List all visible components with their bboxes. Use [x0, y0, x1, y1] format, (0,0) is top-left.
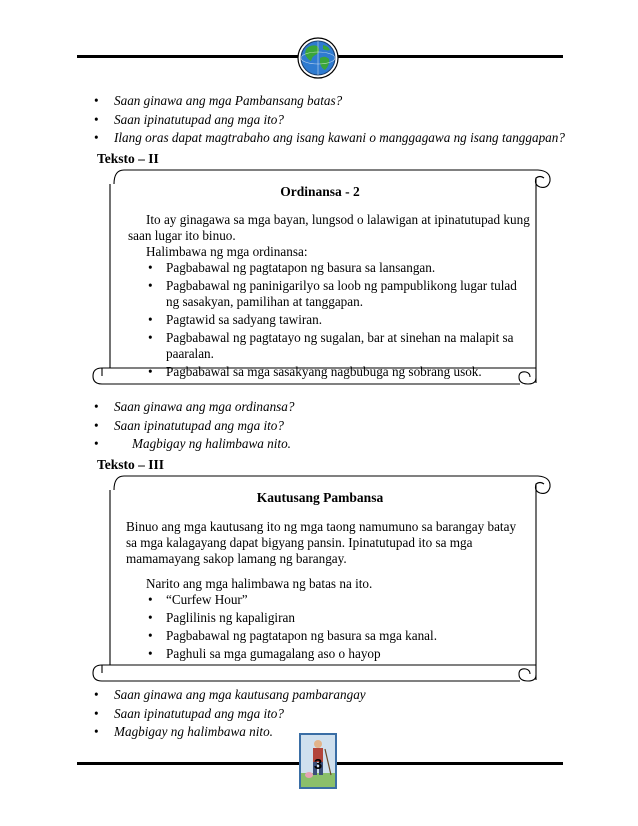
list-item: • Pagbabawal ng paninigarilyo sa loob ng pampublikong lugar tulad ng sasakyan, pamilihan at tanggapan.	[146, 278, 531, 310]
page-number: 3	[313, 756, 323, 773]
question-item: • Magbigay ng halimbawa nito.	[92, 723, 366, 742]
ordinansa-examples-list	[146, 260, 531, 382]
kautusang-examples-list	[146, 592, 531, 664]
kautusang-title: Kautusang Pambansa	[256, 490, 384, 505]
teksto-3-heading: Teksto – III	[97, 457, 165, 472]
list-item: • “Curfew Hour”	[146, 592, 531, 608]
ordinansa-examples-intro: Halimbawa ng mga ordinansa:	[146, 244, 308, 259]
kautusang-paragraph: Binuo ang mga kautusang ito ng mga taong namumuno sa barangay batay sa mga kalagayang dapat bigyang pansin. Ipinatutupad ito sa mga mamamayang sakop lamang ng barangay.	[126, 519, 517, 566]
list-item: • Pagbabawal ng pagtatayo ng sugalan, bar at sinehan na malapit sa paaralan.	[146, 330, 531, 362]
question-item: • Magbigay ng halimbawa nito.	[92, 435, 294, 454]
question-item: • Saan ipinatutupad ang mga ito?	[92, 705, 366, 724]
list-item: • Pagbabawal ng pagtatapon ng basura sa lansangan.	[146, 260, 531, 276]
list-item: • Pagtawid sa sadyang tawiran.	[146, 312, 531, 328]
question-item: • Saan ipinatutupad ang mga ito?	[92, 417, 294, 436]
question-list-1	[92, 92, 565, 148]
question-item: • Saan ipinatutupad ang mga ito?	[92, 111, 565, 130]
globe-icon	[295, 35, 341, 81]
question-item: • Saan ginawa ang mga Pambansang batas?	[92, 92, 565, 111]
ordinansa-paragraph-line2: saan lugar ito binuo.	[128, 228, 236, 243]
list-item: • Paglilinis ng kapaligiran	[146, 610, 531, 626]
question-list-2	[92, 398, 294, 454]
question-item: • Saan ginawa ang mga ordinansa?	[92, 398, 294, 417]
question-item: • Ilang oras dapat magtrabaho ang isang kawani o manggagawa ng isang tanggapan?	[92, 129, 565, 148]
kautusang-examples-intro: Narito ang mga halimbawa ng batas na ito.	[146, 576, 373, 591]
list-item: • Paghuli sa mga gumagalang aso o hayop	[146, 646, 531, 662]
list-item: • Pagbabawal ng pagtatapon ng basura sa mga kanal.	[146, 628, 531, 644]
list-item: • Pagbabawal sa mga sasakyang nagbubuga ng sobrang usok.	[146, 364, 531, 380]
ordinansa-paragraph-line1: Ito ay ginagawa sa mga bayan, lungsod o lalawigan at ipinatutupad kung	[146, 212, 530, 227]
question-item: • Saan ginawa ang mga kautusang pambarangay	[92, 686, 366, 705]
ordinansa-title: Ordinansa - 2	[280, 184, 360, 199]
teksto-2-heading: Teksto – II	[97, 151, 159, 166]
